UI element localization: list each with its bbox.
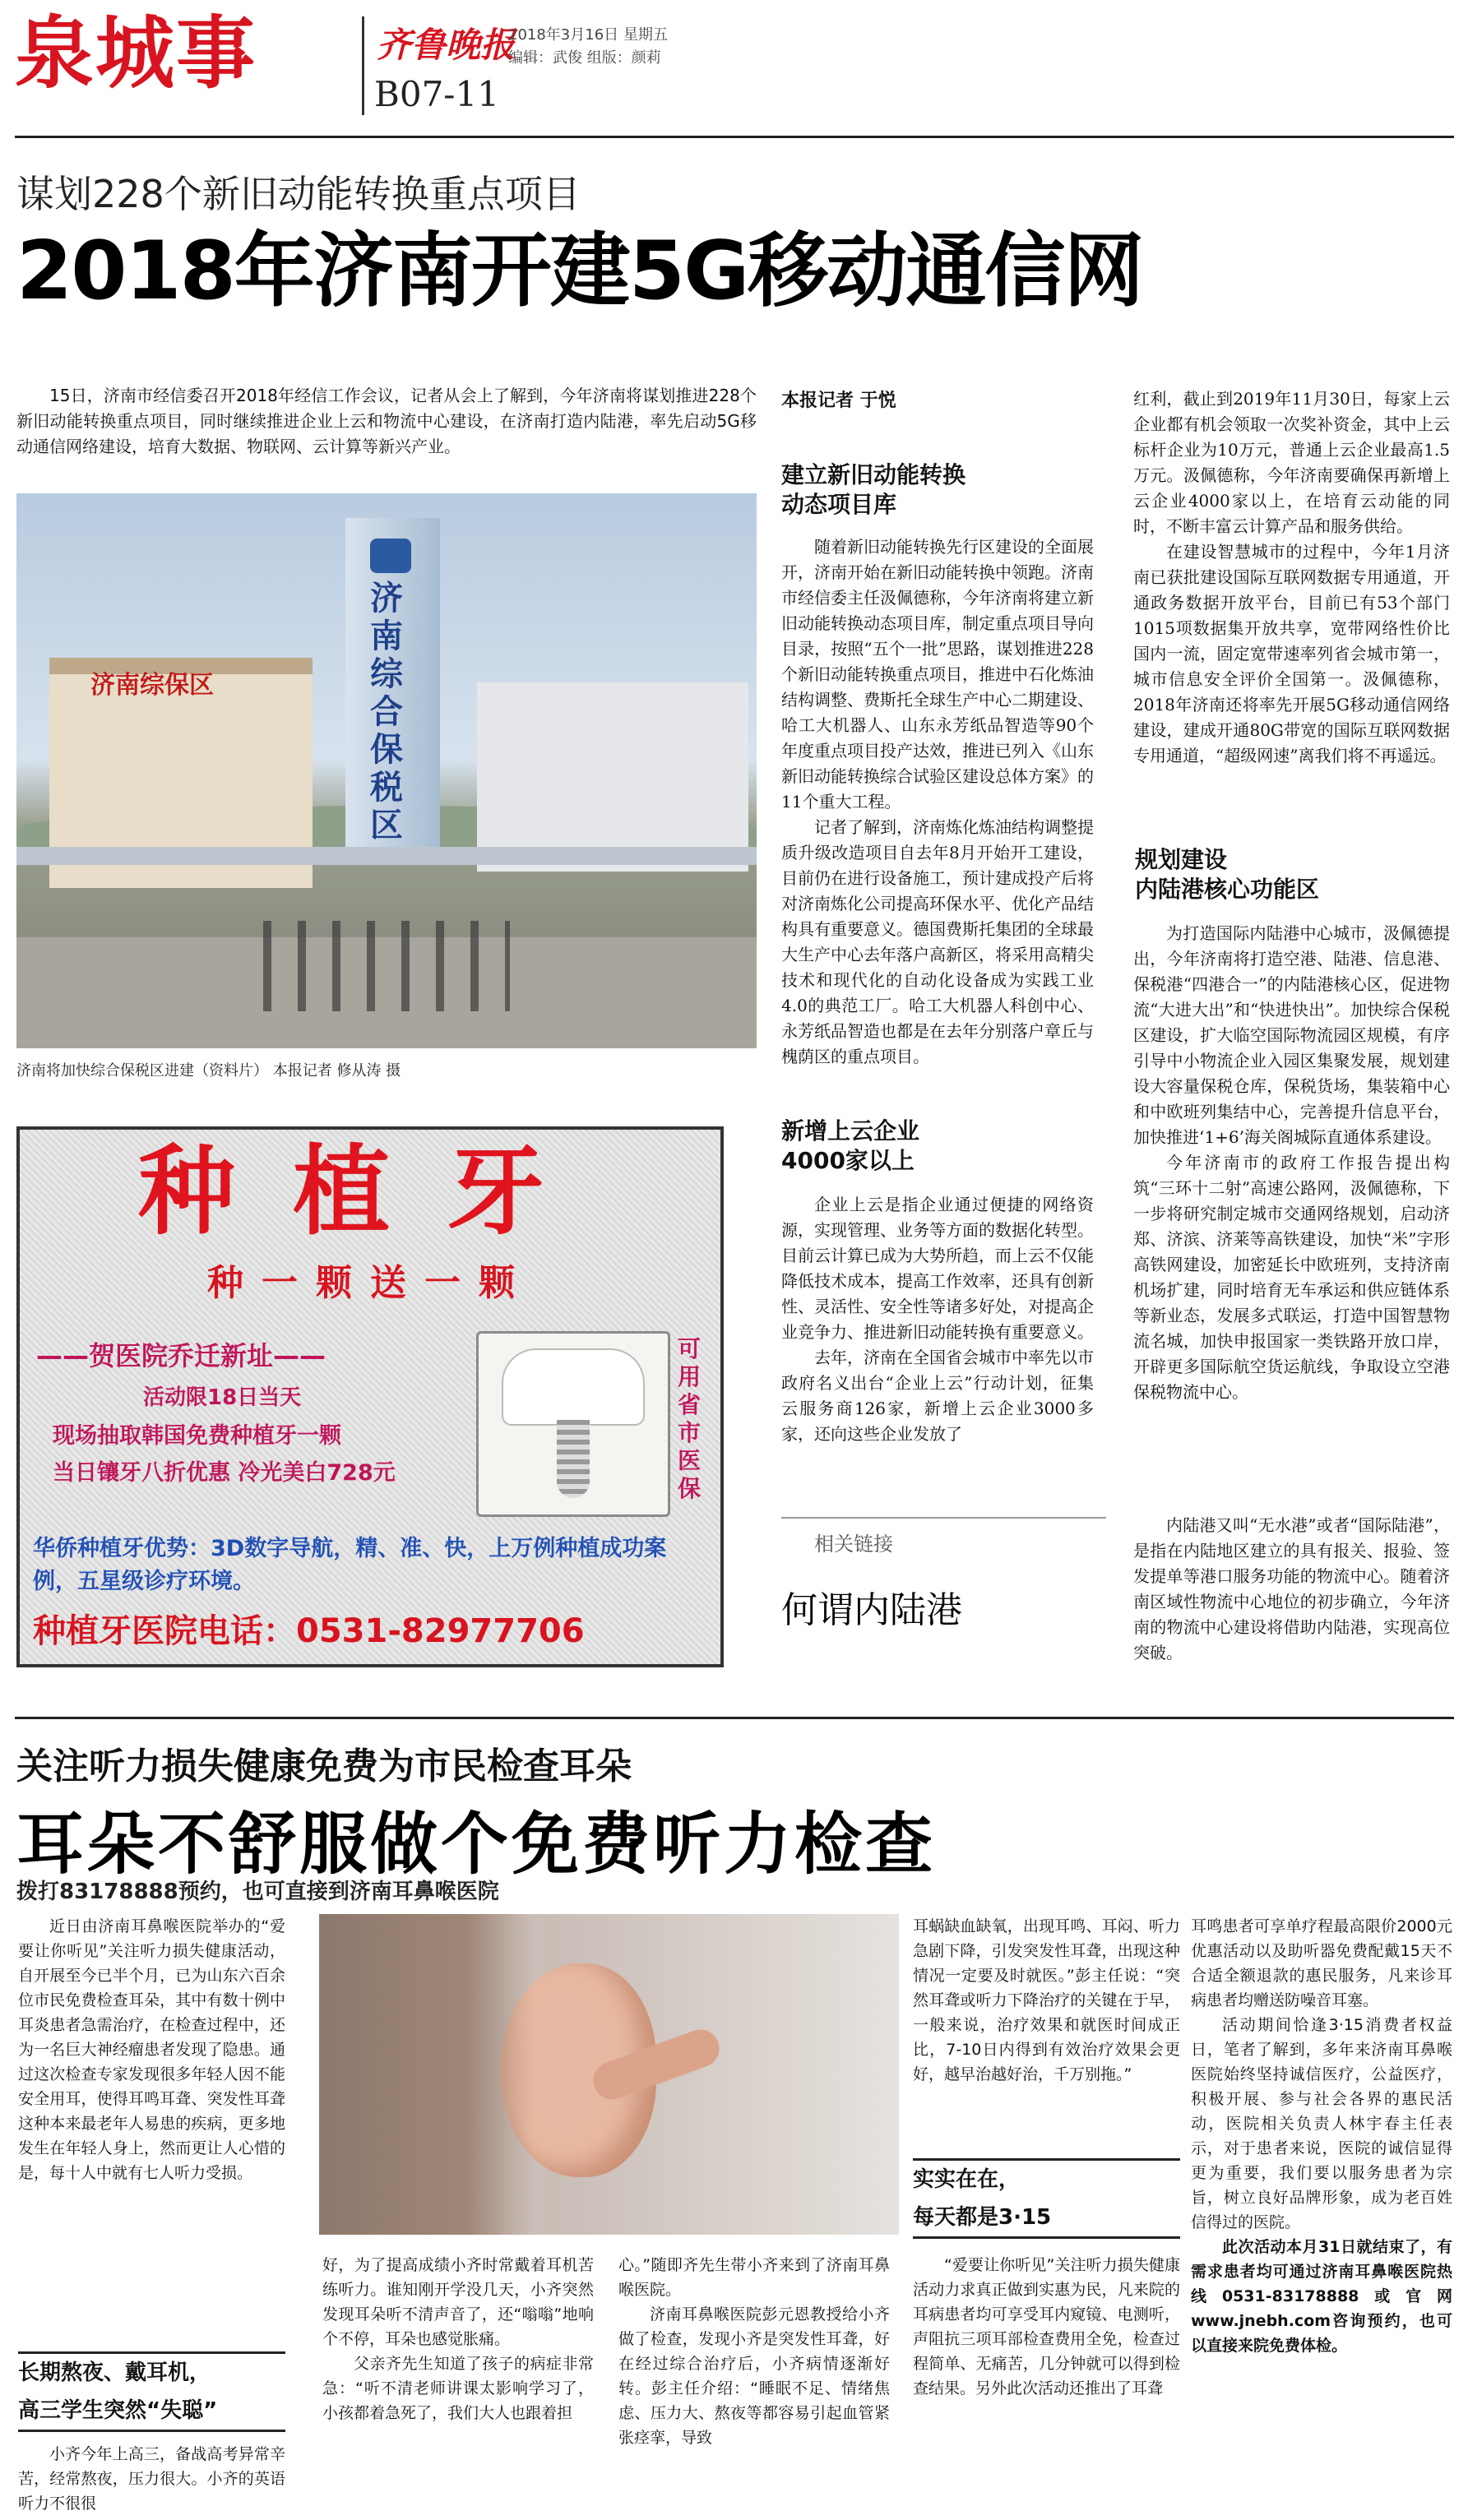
- masthead-divider: [362, 16, 364, 115]
- page-code: B07-11: [374, 74, 499, 114]
- ear-photo: [319, 1914, 899, 2235]
- story1-headline: 2018年济南开建5G移动通信网: [16, 224, 1143, 318]
- photo-canopy: [16, 847, 757, 865]
- related-link-text: [1133, 1513, 1450, 1666]
- story2-subhead-1: 长期熬夜、戴耳机， 高三学生突然“失聪”: [18, 2351, 285, 2432]
- photo-people: [263, 921, 510, 1011]
- tooth-crown: [503, 1350, 643, 1424]
- story1-col2-para1: 红利，截止到2019年11月30日，每家上云企业都有机会领取一次奖补资金，其中上云标杆企业为10万元，普通上云企业最高1.5万元。汲佩德称，今年济南要确保再新增上云企业4000家以上，在培育云动能的同时，不断丰富云计算产品和服务供给。: [1133, 389, 1450, 536]
- section-title: 泉城事: [15, 7, 257, 99]
- story2-col4-para1: 耳蜗缺血缺氧，出现耳鸣、耳闷、听力急剧下降，引发突发性耳聋，出现这种情况一定要及时就医。”彭主任说：“突然耳聋或听力下降治疗的关键在于早，一般来说，治疗效果和就医时间成正比，7-10日内得到有效治疗效果会更好，越早治越好治，千万别拖。”: [913, 1917, 1180, 2083]
- story2-col3-para1: 心。”随即齐先生带小齐来到了济南耳鼻喉医院。: [618, 2256, 890, 2299]
- section-divider: [15, 1717, 1454, 1719]
- story2-kicker: 关注听力损失健康免费为市民检查耳朵: [16, 1746, 632, 1787]
- story1-col2-para3: 为打造国际内陆港中心城市，汲佩德提出，今年济南将打造空港、陆港、信息港、保税港“四港合一”的内陆港核心区，促进物流“大进大出”和“快进快出”。加快综合保税区建设，扩大临空国际物流园区规模，有序引导中小物流企业入园区集聚发展，规划建设大容量保税仓库，保税货场，集装箱中心和中欧班列集结中心，完善提升信息平台，加快推进‘1+6’海关阁城际直通体系建设。: [1133, 923, 1450, 1147]
- photo-left-sign: 济南综保区: [90, 671, 214, 700]
- story2-column-4: [913, 1914, 1180, 2087]
- story2-col1-para2: 小齐今年上高三，备战高考异常辛苦，经常熬夜，压力很大。小齐的英语听力不很很: [18, 2445, 285, 2513]
- photo-caption: 济南将加快综合保税区进建（资料片） 本报记者 修从涛 摄: [16, 1062, 401, 1080]
- story1-column-1: [781, 534, 1094, 1070]
- story2-subhead-2: 实实在在， 每天都是3·15: [913, 2158, 1180, 2239]
- ad-phone[interactable]: 种植牙医院电话：0531-82977706: [33, 1612, 585, 1650]
- related-link-label: 相关链接: [814, 1533, 893, 1556]
- ad-side-text: 可用省市医保: [678, 1335, 702, 1502]
- story1-lede: [16, 383, 757, 460]
- story2-deck: 拨打83178888预约，也可直接到济南耳鼻喉医院: [16, 1880, 499, 1904]
- photo-tower-logo: [370, 539, 411, 573]
- story2-col2-para2: 父亲齐先生知道了孩子的病症非常急：“听不清老师讲课太影响学习了，小孩都着急死了，我们大人也跟着担: [322, 2355, 594, 2422]
- ad-hospital-line: ——贺医院乔迁新址——: [36, 1340, 326, 1371]
- photo-right-building: [477, 682, 748, 872]
- story2-col5-para1: 耳鸣患者可享单疗程最高限价2000元优惠活动以及助听器免费配戴15天不合适全额退款的惠民服务，凡来诊耳病患者均赠送防噪音耳塞。: [1191, 1917, 1452, 2009]
- ad-discount: 当日镶牙八折优惠 冷光美白728元: [53, 1460, 396, 1486]
- story2-column-2: [322, 2253, 594, 2425]
- tooth-root: [557, 1420, 590, 1498]
- paper-name-logo: 齐鲁晚报: [377, 25, 516, 65]
- story1-col1-para1: 随着新旧动能转换先行区建设的全面展开，济南开始在新旧动能转换中领跑。济南市经信委主任汲佩德称，今年济南将建立新旧动能转换动态项目库，制定重点项目导向目录，按照“五个一批”思路，谋划推进228个新旧动能转换重点项目，推进中石化炼油结构调整、费斯托全球生产中心二期建设、哈工大机器人、山东永芳纸品智造等90个年度重点项目投产达效，推进已列入《山东新旧动能转换综合试验区建设总体方案》的11个重大工程。: [781, 537, 1094, 811]
- photo-hair: [319, 1914, 533, 2235]
- story1-column-2-bottom: [1133, 921, 1450, 1405]
- story2-col1-para1: 近日由济南耳鼻喉医院举办的“爱要让你听见”关注听力损失健康活动，自开展至今已半个月，已为山东六百余位市民免费检查耳朵，其中有数十例中耳炎患者急需治疗，在检查过程中，还为一名巨大神经瘤患者发现了隐患。通过这次检查专家发现很多年轻人因不能安全用耳，使得耳鸣耳聋、突发性耳聋这种本来最老年人易患的疾病，更多地发生在年轻人身上，然而更让人心惜的是，每十人中就有七人听力受损。: [18, 1917, 285, 2182]
- story2-column-4-bottom: [913, 2253, 1180, 2401]
- story1-col2-para2: 在建设智慧城市的过程中，今年1月济南已获批建设国际互联网数据专用通道，开通政务数据开放平台，目前已有53个部门1015项数据集开放共享，宽带网络性价比国内一流，固定宽带速率列省会城市第一，城市信息安全评价全国第一。汲佩德称，2018年济南还将率先开展5G移动通信网络建设，建成开通80G带宽的国际互联网数据专用通道，“超级网速”离我们将不再遥远。: [1133, 542, 1450, 765]
- story1-byline: 本报记者 于悦: [781, 391, 896, 411]
- story1-col1-para2: 记者了解到，济南炼化炼油结构调整提质升级改造项目自去年8月开始开工建设，目前仍在进行设备施工，预计建成投产后将对济南炼化公司提高环保水平、优化产品结构具有重要意义。德国费斯托集团的全球最大生产中心去年落户高新区，将采用高精尖技术和现代化的自动化设备成为实践工业4.0的典范工厂。哈工大机器人科创中心、永芳纸品智造也都是在去年分别落户章丘与槐荫区的重点项目。: [781, 817, 1094, 1066]
- story1-col1-para4: 去年，济南在全国省会城市中率先以市政府名义出台“企业上云”行动计划，征集云服务商126家，新增上云企业3000多家，还向这些企业发放了: [781, 1348, 1094, 1444]
- story1-col2-para4: 今年济南市的政府工作报告提出构筑“三环十二射”高速公路网，汲佩德称，下一步将研究制定城市交通网络规划，启动济郑、济滨、济莱等高铁建设，加快“米”字形高铁网建设，加密延长中欧班列，支持济南机场扩建，同时培育无车承运和供应链体系等新业态，发展多式联运，打造中国智慧物流名城，加快申报国家一类铁路开放口岸，开辟更多国际航空货运航线，争取设立空港保税物流中心。: [1133, 1153, 1450, 1402]
- story1-subhead-1: 建立新旧动能转换 动态项目库: [781, 461, 966, 518]
- implant-ad[interactable]: [16, 1126, 724, 1667]
- tooth-implant-illustration: [476, 1331, 670, 1517]
- ad-title: 种植牙: [137, 1135, 602, 1248]
- related-link-box: [781, 1517, 1106, 1519]
- story2-col5-para2: 活动期间恰逢3·15消费者权益日，笔者了解到，多年来济南耳鼻喉医院始终坚持诚信医疗，公益医疗，积极开展、参与社会各界的惠民活动，医院相关负责人林宇春主任表示，对于患者来说，医院的诚信显得更为重要，我们要以服务患者为宗旨，树立良好品牌形象，成为老百姓信得过的医院。: [1191, 2016, 1452, 2231]
- story2-column-5: [1191, 1914, 1452, 2358]
- issue-date: 2018年3月16日 星期五: [508, 26, 668, 44]
- story1-subhead-3: 规划建设 内陆港核心功能区: [1135, 846, 1320, 903]
- story2-col3-para2: 济南耳鼻喉医院彭元恩教授给小齐做了检查，发现小齐是突发性耳聋，好在经过综合治疗后，小齐病情逐渐好转。彭主任介绍：“睡眠不足、情绪焦虑、压力大、熬夜等都容易引起血管紧张痉挛，导致: [618, 2305, 890, 2447]
- editors: 编辑：武俊 组版：颜莉: [508, 49, 661, 67]
- story1-subhead-2: 新增上云企业 4000家以上: [781, 1117, 920, 1174]
- story2-col4-para2: “爱要让你听见”关注听力损失健康活动力求真正做到实惠为民，凡来院的耳病患者均可享受耳内窥镜、电测听，声阻抗三项耳部检查费用全免，检查过程简单、无痛苦，几分钟就可以得到检查结果。另外此次活动还推出了耳聋: [913, 2256, 1180, 2397]
- story2-column-1: [18, 1914, 285, 2185]
- story2-headline: 耳朵不舒服做个免费听力检查: [16, 1806, 937, 1884]
- story1-kicker: 谋划228个新旧动能转换重点项目: [16, 172, 581, 216]
- story2-col5-para3: 此次活动本月31日就结束了，有需求患者均可通过济南耳鼻喉医院热线0531-83178888或官网www.jnebh.com咨询预约，也可以直接来院免费体检。: [1191, 2238, 1452, 2355]
- story2-column-1-bottom: [18, 2442, 285, 2516]
- story2-col2-para1: 好，为了提高成绩小齐时常戴着耳机苦练听力。谁知刚开学没几天，小齐突然发现耳朵听不清声音了，还“嗡嗡”地响个不停，耳朵也感觉胀痛。: [322, 2256, 594, 2348]
- story1-col1-para3: 企业上云是指企业通过便捷的网络资源，实现管理、业务等方面的数据化转型。目前云计算已成为大势所趋，而上云不仅能降低技术成本，提高工作效率，还具有创新性、灵活性、安全性等诸多好处，对提高企业竞争力、推进新旧动能转换有重要意义。: [781, 1195, 1094, 1342]
- free-trade-zone-photo: [16, 493, 757, 1048]
- lede-text: 15日，济南市经信委召开2018年经信工作会议，记者从会上了解到，今年济南将谋划推进228个新旧动能转换重点项目，同时继续推进企业上云和物流中心建设，在济南打造内陆港，率先启动5G移动通信网络建设，培育大数据、物联网、云计算等新兴产业。: [16, 386, 757, 456]
- story1-column-2: [1133, 386, 1450, 769]
- story1-column-1-bottom: [781, 1192, 1094, 1447]
- photo-tower-sign: 济南综合保税区: [370, 580, 403, 844]
- ad-lottery: 现场抽取韩国免费种植牙一颗: [53, 1423, 341, 1449]
- story2-column-3: [618, 2253, 890, 2450]
- related-link-title: 何谓内陆港: [781, 1589, 962, 1631]
- ad-advantage: 华侨种植牙优势：3D数字导航，精、准、快，上万例种植成功案例，五星级诊疗环境。: [33, 1536, 667, 1594]
- top-rule: [15, 136, 1454, 138]
- ad-event-date: 活动限18日当天: [143, 1385, 302, 1410]
- related-text-para: 内陆港又叫“无水港”或者“国际陆港”，是指在内陆地区建立的具有报关、报验、签发提单等港口服务功能的物流中心。随着济南区域性物流中心地位的初步确立，今年济南的物流中心建设将借助内陆港，实现高位突破。: [1133, 1515, 1450, 1662]
- ad-subtitle: 种一颗送一颗: [207, 1262, 533, 1304]
